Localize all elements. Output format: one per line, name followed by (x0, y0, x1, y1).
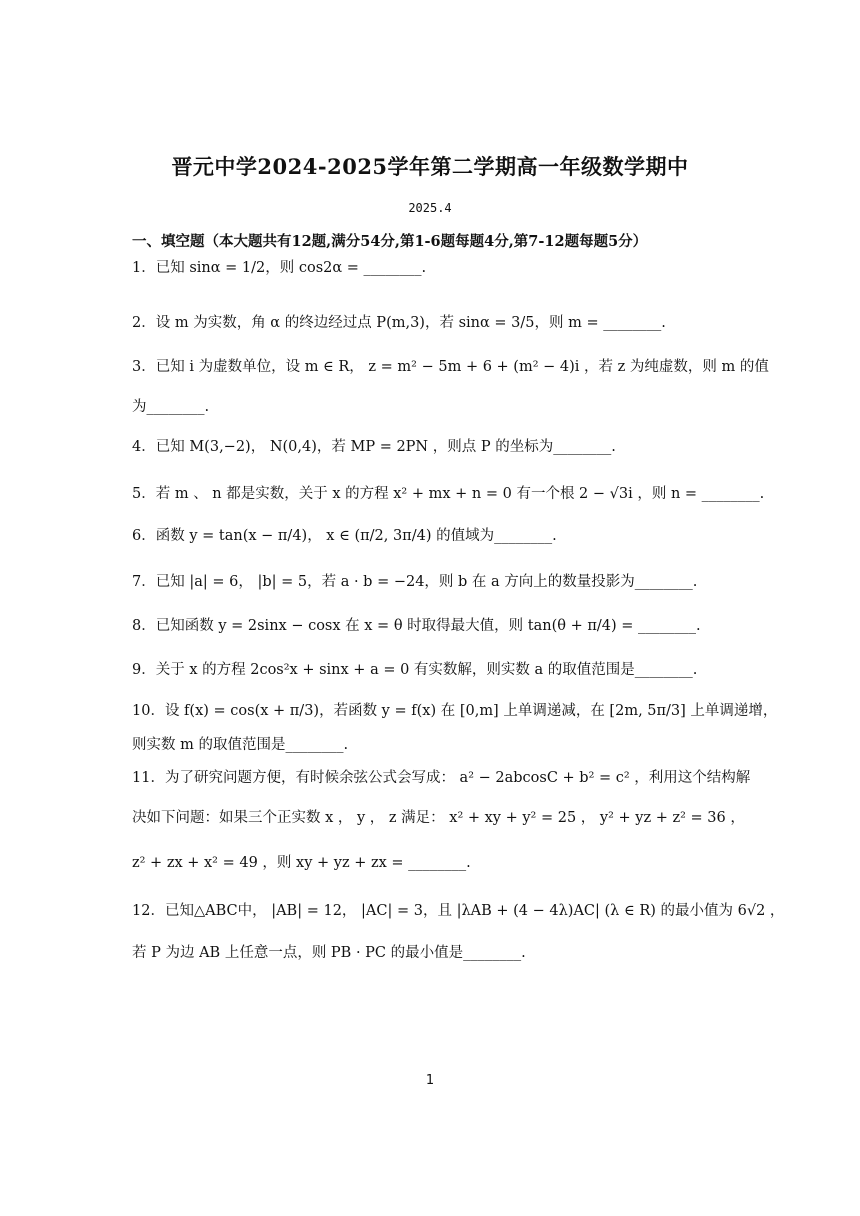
question-line: 6．函数 y = tan(x − π/4)， x ∈ (π/2, 3π/4) 的值域为________. (132, 528, 557, 544)
question-12 (132, 901, 785, 964)
question-line: 2．设 m 为实数，角 α 的终边经过点 P(m,3)，若 sinα = 3/5，则 m = ________. (132, 315, 666, 331)
question-line: 12．已知△ABC中， |AB| = 12， |AC| = 3，且 |λAB + (4 − 4λ)AC| (λ ∈ R) 的最小值为 6√2 ， (132, 903, 785, 919)
question-line: 11．为了研究问题方便，有时候余弦公式会写成： a² − 2abcosC + b² = c² ，利用这个结构解 (132, 770, 751, 786)
question-line: 为________. (132, 399, 210, 416)
question-5 (132, 484, 765, 504)
question-line: 决如下问题：如果三个正实数 x ， y ， z 满足： x² + xy + y² = 25 ， y² + yz + z² = 36 ， (132, 810, 745, 827)
question-line: 4．已知 M(3,−2)， N(0,4)，若 MP = 2PN ，则点 P 的坐标为________. (132, 439, 616, 455)
question-6 (132, 526, 732, 546)
question-8 (132, 616, 732, 636)
question-11 (132, 768, 751, 873)
question-4 (132, 437, 732, 457)
exam-title: 晋元中学2024-2025学年第二学期高一年级数学期中 (171, 154, 689, 179)
page-number: 1 (425, 1073, 435, 1088)
section-heading: 一、填空题（本大题共有12题,满分54分,第1-6题每题4分,第7-12题每题5分） (132, 233, 648, 250)
question-line: 8．已知函数 y = 2sinx − cosx 在 x = θ 时取得最大值，则 tan(θ + π/4) = ________. (132, 618, 701, 634)
question-3 (132, 357, 769, 418)
question-line: 7．已知 |a| = 6， |b| = 5，若 a · b = −24，则 b 在 a 方向上的数量投影为________. (132, 574, 698, 590)
question-line: 5．若 m 、 n 都是实数，关于 x 的方程 x² + mx + n = 0 有一个根 2 − √3i ，则 n = ________. (132, 486, 765, 502)
question-9 (132, 660, 732, 680)
question-7 (132, 572, 732, 592)
question-line: 若 P 为边 AB 上任意一点，则 PB · PC 的最小值是________. (132, 945, 526, 962)
exam-date: 2025.4 (408, 201, 452, 215)
question-10 (132, 701, 778, 756)
question-line: 1．已知 sinα = 1/2，则 cos2α = ________. (132, 260, 427, 276)
question-line: 3．已知 i 为虚数单位，设 m ∈ R， z = m² − 5m + 6 + (m² − 4)i ，若 z 为纯虚数，则 m 的值 (132, 359, 769, 375)
question-line: 10．设 f(x) = cos(x + π/3)，若函数 y = f(x) 在 [0,m] 上单调递减，在 [2m, 5π/3] 上单调递增， (132, 703, 778, 719)
question-1 (132, 258, 732, 278)
question-2 (132, 313, 732, 333)
question-line: 9．关于 x 的方程 2cos²x + sinx + a = 0 有实数解，则实数 a 的取值范围是________. (132, 662, 698, 678)
question-line: 则实数 m 的取值范围是________. (132, 737, 349, 754)
question-line: z² + zx + x² = 49 ，则 xy + yz + zx = ________. (132, 854, 471, 871)
